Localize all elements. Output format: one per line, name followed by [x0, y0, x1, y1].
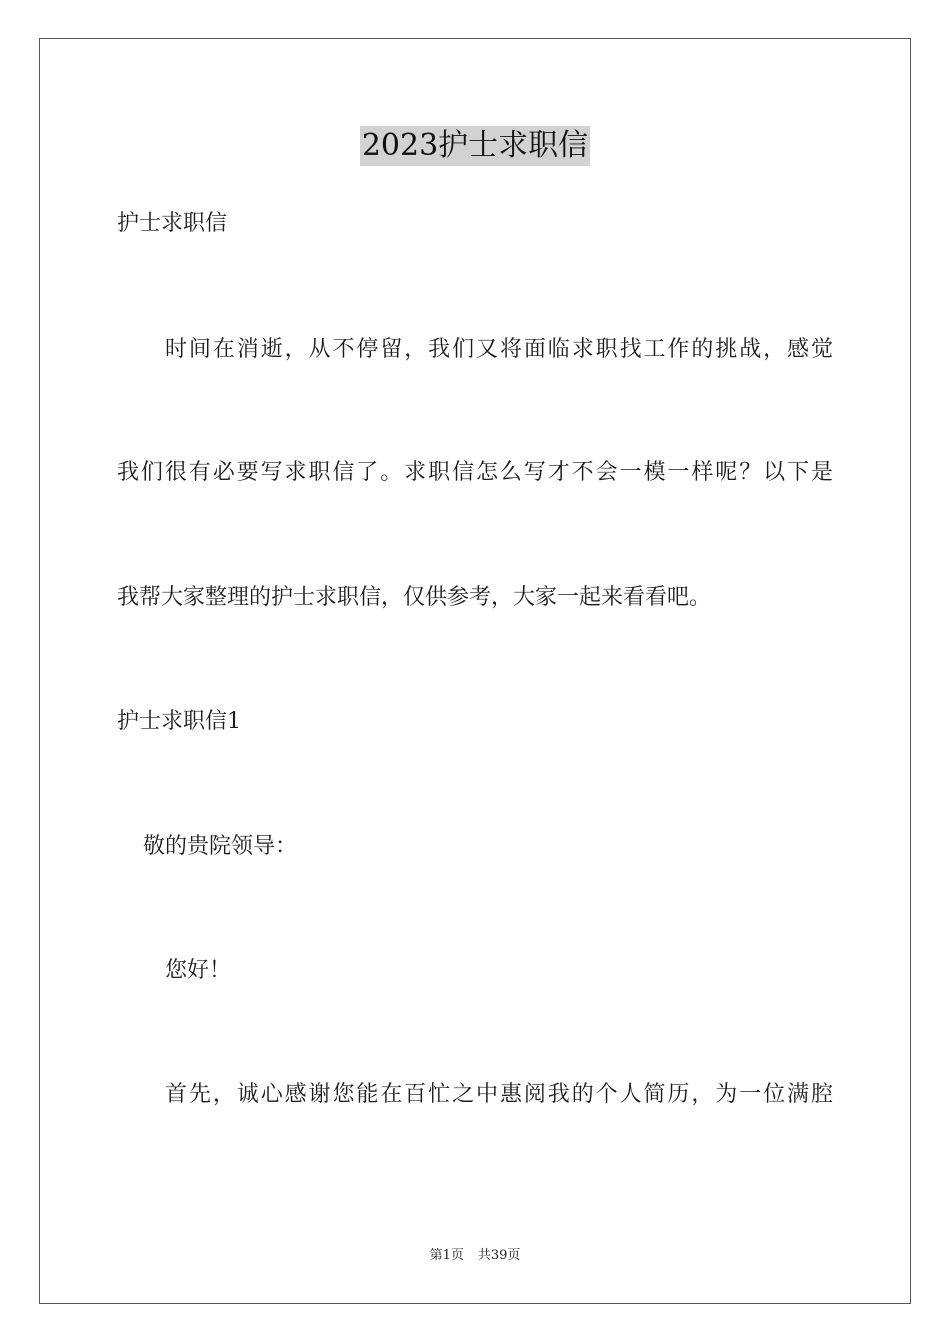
intro-line-2: 我们很有必要写求职信了。求职信怎么写才不会一模一样呢？以下是	[117, 460, 833, 485]
title-wrap	[0, 126, 950, 166]
intro-line-1: 时间在消逝，从不停留，我们又将面临求职找工作的挑战，感觉	[165, 337, 833, 362]
body-line-1: 首先，诚心感谢您能在百忙之中惠阅我的个人简历，为一位满腔	[165, 1082, 833, 1107]
page-footer	[0, 1247, 950, 1265]
page-number: 第1页	[429, 1248, 464, 1263]
intro-line-3: 我帮大家整理的护士求职信，仅供参考，大家一起来看看吧。	[117, 585, 712, 610]
document-heading: 护士求职信	[117, 211, 228, 236]
page-total: 共39页	[477, 1248, 521, 1263]
salutation: 敬的贵院领导：	[143, 834, 298, 859]
document-title: 2023护士求职信	[360, 126, 590, 166]
greeting: 您好！	[165, 958, 232, 983]
section-title: 护士求职信1	[117, 709, 241, 734]
